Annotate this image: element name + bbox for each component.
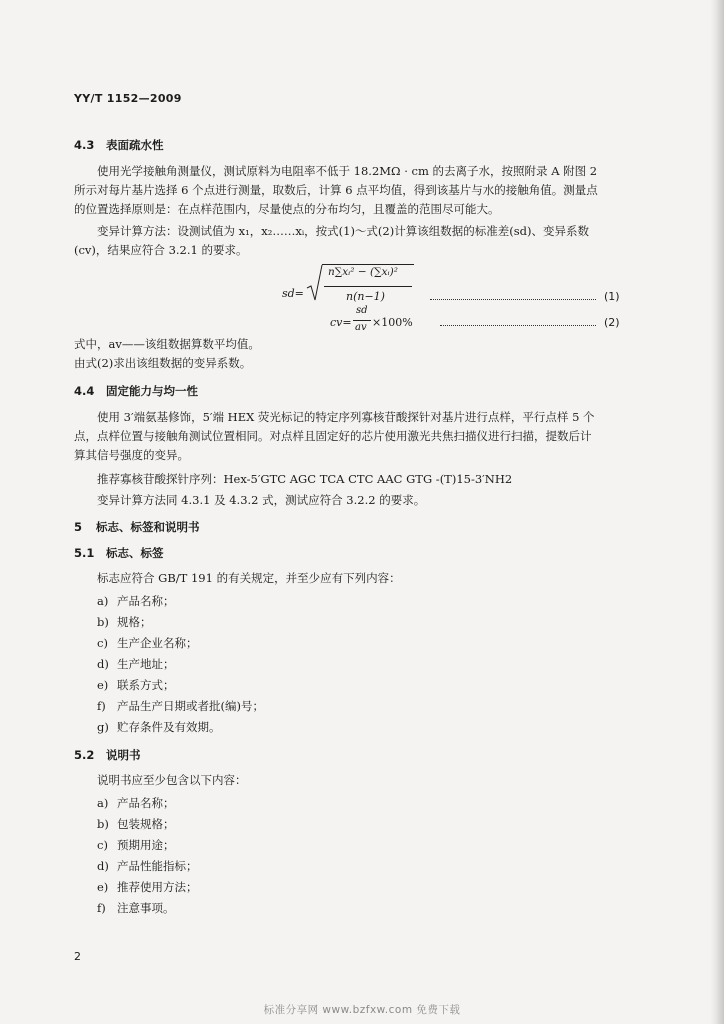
formula-rhs: ×100% <box>372 316 413 329</box>
fraction-line <box>353 320 371 321</box>
equation-number: (1) <box>604 290 620 303</box>
section-4-4-heading <box>74 383 198 399</box>
list-item: e) 联系方式； <box>97 678 175 692</box>
sqrt-bar <box>322 264 414 265</box>
section-number: 4.3 <box>74 138 95 152</box>
list-intro: 标志应符合 GB/T 191 的有关规定，并至少应有下列内容： <box>97 571 401 585</box>
list-item: b) 规格； <box>97 615 152 629</box>
section-4-3-heading <box>74 137 164 153</box>
section-number: 5.1 <box>74 546 95 560</box>
standard-code: YY/T 1152—2009 <box>74 92 182 105</box>
fraction-line <box>324 286 412 287</box>
list-item: b) 包装规格； <box>97 817 175 831</box>
formula-explanation: 式中，av——该组数据算数平均值。 <box>74 337 260 351</box>
list-item: e) 推荐使用方法； <box>97 880 198 894</box>
section-number: 5.2 <box>74 748 95 762</box>
list-item: c) 生产企业名称； <box>97 636 198 650</box>
paragraph-line: 的位置选择原则是：在点样范围内，尽量使点的分布均匀，且覆盖的范围尽可能大。 <box>74 202 500 216</box>
formula-lhs: sd= <box>282 287 304 300</box>
page-number: 2 <box>74 950 81 963</box>
formula-denominator: n(n−1) <box>346 290 385 303</box>
probe-sequence: 推荐寡核苷酸探针序列：Hex-5′GTC AGC TCA CTC AAC GTG -(T)15-3′NH2 <box>97 472 513 486</box>
section-title: 标志、标签 <box>106 546 164 560</box>
section-5-1-heading <box>74 545 164 561</box>
list-item: c) 预期用途； <box>97 838 175 852</box>
list-item: d) 产品性能指标； <box>97 859 198 873</box>
paragraph-line: 使用 3′端氨基修饰，5′端 HEX 荧光标记的特定序列寡核苷酸探针对基片进行点样，平行点样 5 个 <box>97 410 595 424</box>
list-intro: 说明书应至少包含以下内容： <box>97 773 247 787</box>
list-item: f) 注意事项。 <box>97 901 175 915</box>
paragraph-line: 使用光学接触角测量仪，测试原料为电阻率不低于 18.2MΩ · cm 的去离子水，按照附录 A 附图 2 <box>97 164 598 178</box>
paragraph-line: 点，点样位置与接触角测试位置相同。对点样且固定好的芯片使用激光共焦扫描仪进行扫描，提数后计 <box>74 429 592 443</box>
sqrt-sign-icon <box>306 264 324 302</box>
formula-lhs: cv= <box>330 316 352 329</box>
section-number: 4.4 <box>74 384 95 398</box>
formula-numerator: sd <box>356 305 368 316</box>
equation-number: (2) <box>604 316 620 329</box>
formula-denominator: av <box>355 322 367 333</box>
list-item: d) 生产地址； <box>97 657 175 671</box>
paragraph-line: 所示对每片基片选择 6 个点进行测量，取数后，计算 6 点平均值，得到该基片与水的接触角值。测量点 <box>74 183 598 197</box>
list-item: f) 产品生产日期或者批(编)号； <box>97 699 264 713</box>
watermark-text: 标准分享网 www.bzfxw.com 免费下载 <box>263 1004 461 1016</box>
list-item: a) 产品名称； <box>97 594 175 608</box>
paragraph-line: (cv)，结果应符合 3.2.1 的要求。 <box>74 243 248 257</box>
list-item: g) 贮存条件及有效期。 <box>97 720 221 734</box>
paragraph-line: 算其信号强度的变异。 <box>74 448 189 462</box>
leader-dots <box>440 325 596 327</box>
section-5-2-heading <box>74 747 141 763</box>
section-number: 5 <box>74 520 83 534</box>
paragraph-line: 由式(2)求出该组数据的变异系数。 <box>74 356 252 370</box>
paragraph-line: 变异计算方法同 4.3.1 及 4.3.2 式，测试应符合 3.2.2 的要求。 <box>97 493 426 507</box>
formula-numerator: n∑xᵢ² − (∑xᵢ)² <box>328 266 398 278</box>
section-title: 标志、标签和说明书 <box>96 520 200 534</box>
paragraph-line: 变异计算方法：设测试值为 x₁，x₂……xᵢ，按式(1)～式(2)计算该组数据的标准差(sd)、变异系数 <box>97 224 589 238</box>
section-5-heading <box>74 519 200 535</box>
list-item: a) 产品名称； <box>97 796 175 810</box>
leader-dots <box>430 299 596 301</box>
section-title: 表面疏水性 <box>106 138 164 152</box>
scan-edge-shadow <box>710 0 724 1024</box>
section-title: 说明书 <box>106 748 141 762</box>
section-title: 固定能力与均一性 <box>106 384 198 398</box>
